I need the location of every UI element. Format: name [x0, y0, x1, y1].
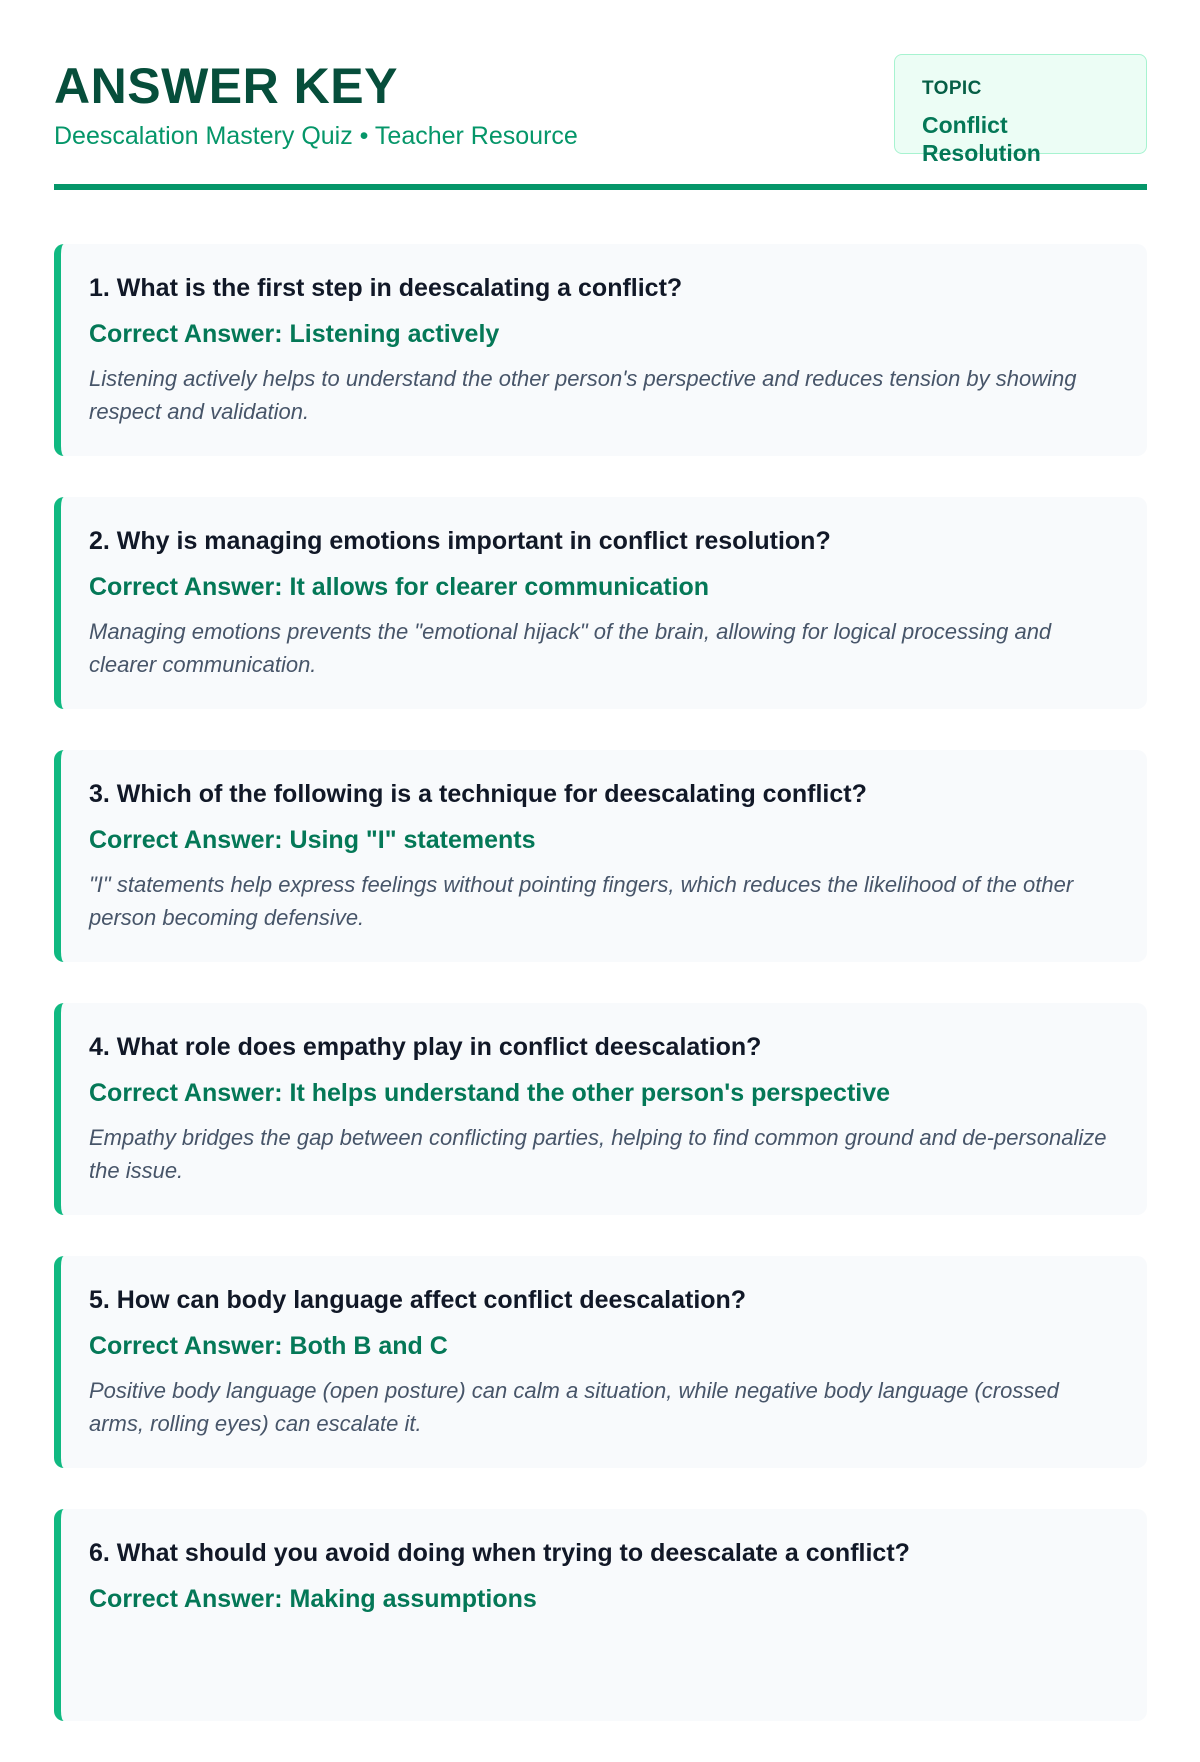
header-divider	[54, 184, 1147, 190]
question-text: 2. Why is managing emotions important in conflict resolution?	[89, 527, 831, 555]
answer-explanation: Positive body language (open posture) can calm a situation, while negative body language (crossed arms, rolling eyes) can escalate it.	[89, 1378, 1059, 1436]
question-text: 5. How can body language affect conflict deescalation?	[89, 1286, 747, 1314]
question-card	[54, 1509, 1147, 1721]
correct-answer: Correct Answer: Making assumptions	[89, 1585, 537, 1613]
answer-key-page	[54, 0, 1147, 1613]
question-card	[54, 1003, 1147, 1215]
correct-answer: Correct Answer: Both B and C	[89, 1332, 448, 1360]
question-card	[54, 497, 1147, 709]
correct-answer: Correct Answer: Using "I" statements	[89, 826, 536, 854]
answer-explanation: Managing emotions prevents the "emotional hijack" of the brain, allowing for logical processing and clearer communication.	[89, 619, 1052, 677]
question-card	[54, 1256, 1147, 1468]
question-card	[54, 244, 1147, 456]
answer-explanation: Listening actively helps to understand the other person's perspective and reduces tension by showing respect and validation.	[89, 366, 1077, 424]
question-list	[54, 244, 1147, 1762]
question-card	[54, 750, 1147, 962]
answer-explanation: Empathy bridges the gap between conflicting parties, helping to find common ground and de-personalize the issue.	[89, 1125, 1107, 1183]
page-title: ANSWER KEY	[54, 58, 398, 114]
topic-badge	[894, 54, 1147, 166]
correct-answer: Correct Answer: It allows for clearer communication	[89, 573, 710, 601]
question-text: 4. What role does empathy play in conflict deescalation?	[89, 1033, 762, 1061]
correct-answer: Correct Answer: Listening actively	[89, 320, 500, 348]
topic-label: TOPIC	[922, 78, 982, 99]
correct-answer: Correct Answer: It helps understand the other person's perspective	[89, 1079, 891, 1107]
question-text: 6. What should you avoid doing when trying to deescalate a conflict?	[89, 1539, 910, 1567]
topic-value: Conflict Resolution	[922, 112, 1041, 166]
question-text: 3. Which of the following is a technique for deescalating conflict?	[89, 780, 867, 808]
page-subtitle: Deescalation Mastery Quiz • Teacher Resource	[54, 122, 578, 150]
page-header	[54, 0, 1147, 190]
answer-explanation: "I" statements help express feelings without pointing fingers, which reduces the likelihood of the other person becoming defensive.	[89, 872, 1074, 930]
question-text: 1. What is the first step in deescalating a conflict?	[89, 274, 683, 302]
